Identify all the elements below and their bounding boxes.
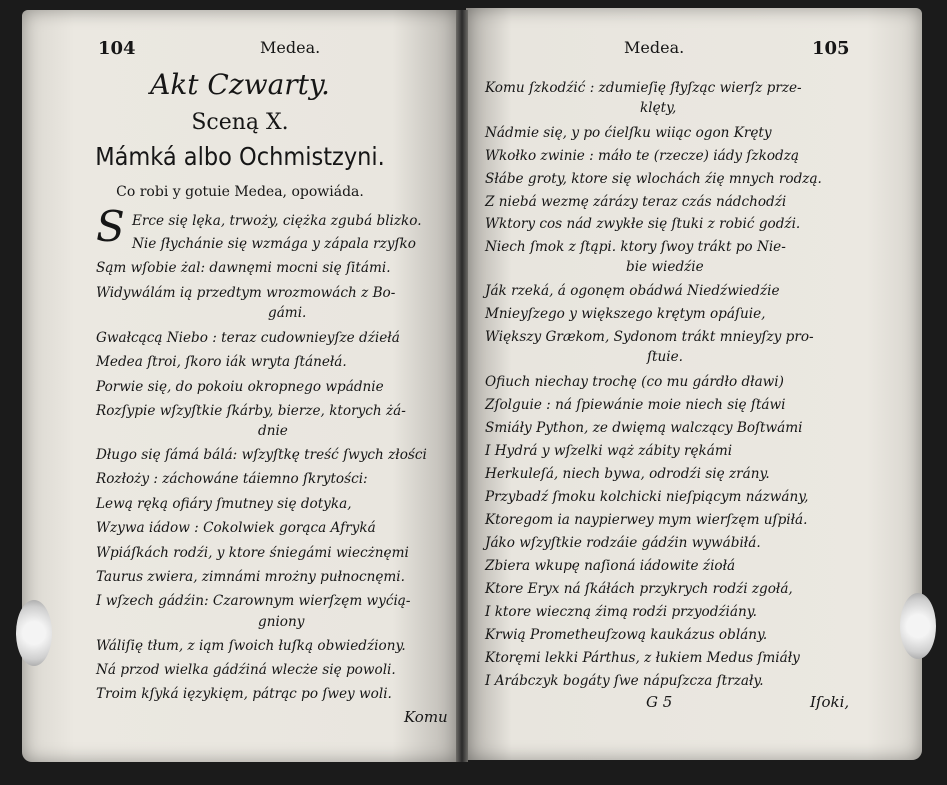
text-line: Ják rzeká, á ogonęm obádwá Niedźwiedźie xyxy=(485,283,780,299)
right-thumb-shadow xyxy=(900,593,936,659)
text-line: dnie xyxy=(258,423,288,439)
text-line: I Hydrá y wſzelki wąż zábity rękámi xyxy=(485,443,733,459)
text-line: Medea ſtroi, ſkoro iák wryta ſtánełá. xyxy=(96,354,347,370)
text-line: I ktore wieczną źimą rodźi przyodźiány. xyxy=(485,604,757,620)
text-line: Porwie się, do pokoiu okropnego wpádnie xyxy=(96,379,384,395)
right-running-head: Medea. xyxy=(624,38,685,57)
text-line: Zbiera wkupę naſioná iádowite źiołá xyxy=(485,558,736,574)
act-title: Akt Czwarty. xyxy=(150,68,330,101)
text-line: Ktoregom ia naypierwey mym wierſzęm uſpiłá. xyxy=(485,512,808,528)
text-line: Sąm wſobie żal: dawnęmi mocni się ſitámi. xyxy=(96,260,391,276)
text-line: Z niebá wezmę zárázy teraz czás nádchodźi xyxy=(485,194,787,210)
text-line: Rozſypie wſzyſtkie ſkárby, bierze, ktorych żá- xyxy=(96,403,406,419)
drop-cap: S xyxy=(96,202,125,251)
text-line: Przybadź ſmoku kolchicki nieſpiącym názwány, xyxy=(485,489,809,505)
left-thumb-shadow xyxy=(16,600,52,666)
text-line: Krwią Prometheuſzową kaukázus oblány. xyxy=(485,627,768,643)
text-line: klęty, xyxy=(640,100,677,116)
text-line: Ná przod wielka gádźiná wlecże się powoli. xyxy=(96,662,396,678)
text-line: Troim kſyká ięzykięm, pátrąc po ſwey woli. xyxy=(96,686,392,702)
text-line: ſtuie. xyxy=(647,349,683,365)
text-line: Nádmie się, y po ćielſku wiiąc ogon Kręty xyxy=(485,125,772,141)
text-line: Wáliſię tłum, z iąm ſwoich łuſką obwiedźiony. xyxy=(96,638,406,654)
text-line: Słábe groty, ktore się wlochách źię mnych rodzą. xyxy=(485,171,822,187)
text-line: Mnieyſzego y większego krętym opáſuie, xyxy=(485,306,766,322)
text-line: I Arábczyk bogáty ſwe nápuſzcza ſtrzały. xyxy=(485,673,764,689)
text-line: Ktoręmi lekki Párthus, z łukiem Medus ſmiáły xyxy=(485,650,800,666)
text-line: Większy Grækom, Sydonom trákt mnieyſzy pro- xyxy=(485,329,814,345)
text-line: Wzywa iádow : Cokolwiek gorąca Afryká xyxy=(96,520,376,536)
text-line: Smiáły Python, ze dwięmą walczący Boſtwámi xyxy=(485,420,803,436)
text-line: Wktory cos nád zwykłe się ſtuki z robić godźi. xyxy=(485,216,801,232)
text-line: Taurus zwiera, zimnámi mrożny pułnocnęmi. xyxy=(96,569,405,585)
text-line: Herkuleſá, niech bywa, odrodźi się zrány. xyxy=(485,466,770,482)
text-line: Zſolguie : ná ſpiewánie moie niech się ſtáwi xyxy=(485,397,786,413)
text-line: Nie ſłychánie się wzmága y zápala rzyſko xyxy=(132,236,416,252)
text-line: Niech ſmok z ſtąpi. ktory ſwoy trákt po Nie- xyxy=(485,239,786,255)
text-line: Rozłoży : záchowáne táiemno ſkrytości: xyxy=(96,471,368,487)
right-catchword: Iſoki, xyxy=(810,693,850,711)
scene-subtitle: Co robi y gotuie Medea, opowiáda. xyxy=(116,184,364,200)
text-line: Lewą ręką ofiáry ſmutney się dotyka, xyxy=(96,496,352,512)
text-line: Ofiuch niechay trochę (co mu gárdło dławi) xyxy=(485,374,784,390)
left-page-number: 104 xyxy=(98,38,136,59)
text-line: I wſzech gádźin: Czarownym wierſzęm wyćią- xyxy=(96,593,411,609)
scene-title: Sceną X. xyxy=(191,110,289,135)
text-line: Widywálám ią przedtym wrozmowách z Bo- xyxy=(96,285,396,301)
text-line: Gwałcącą Niebo : teraz cudownieyſze dźiełá xyxy=(96,330,400,346)
text-line: Jáko wſzyſtkie rodzáie gádźin wywábiłá. xyxy=(485,535,761,551)
text-line: Erce się lęka, trwoży, ciężka zgubá blizko. xyxy=(132,213,422,229)
left-catchword: Komu xyxy=(404,708,448,726)
right-page-number: 105 xyxy=(812,38,850,59)
speaker-title: Mámká albo Ochmistzyni. xyxy=(95,142,385,171)
text-line: Wpiáſkách rodźi, y ktore śniegámi wiecżnęmi xyxy=(96,545,409,561)
text-line: Ktore Eryx ná ſkáłách przykrych rodźi zgołá, xyxy=(485,581,793,597)
text-line: Długo się ſámá bálá: wſzyſtkę treść ſwych złości xyxy=(96,447,427,463)
text-line: gniony xyxy=(258,614,305,630)
text-line: Wkołko zwinie : máło te (rzecze) iády ſzkodzą xyxy=(485,148,799,164)
left-running-head: Medea. xyxy=(260,38,321,57)
text-line: gámi. xyxy=(268,305,307,321)
text-line: Komu ſzkodźić : zdumieſię ſłyſząc wierſz prze- xyxy=(485,80,802,96)
signature-mark: G 5 xyxy=(646,693,673,711)
text-line: bie wiedźie xyxy=(626,259,704,275)
